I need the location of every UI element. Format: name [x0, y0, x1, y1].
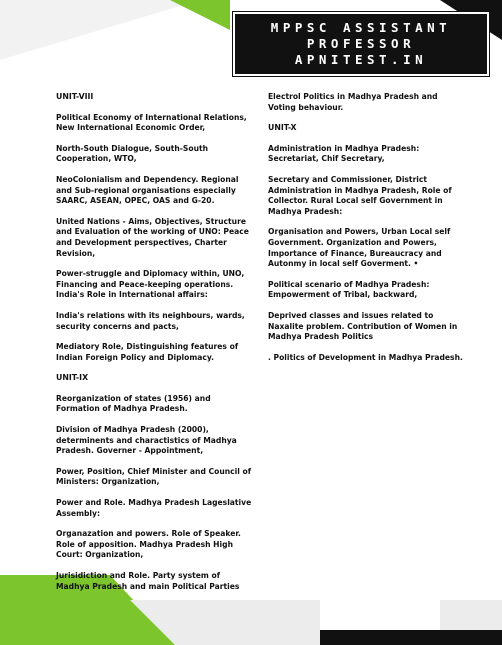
syllabus-item: . Politics of Development in Madhya Pradesh. — [268, 352, 463, 362]
header-line-3: APNITEST.IN — [294, 52, 428, 67]
header-line-2: PROFESSOR — [306, 36, 416, 51]
unit-viii-heading: UNIT-VIII — [56, 92, 94, 101]
syllabus-item: Jurisidiction and Role. Party system of Madhya Pradesh and main Political Parties — [56, 571, 240, 591]
syllabus-item: United Nations - Aims, Objectives, Structure and Evaluation of the working of UNO: Peace and Development perspectives, Charter Revision, — [56, 216, 249, 258]
syllabus-item: Political scenario of Madhya Pradesh: Empowerment of Tribal, backward, — [268, 279, 430, 300]
syllabus-item: Organisation and Powers, Urban Local self Government. Organization and Powers, Importance of Finance, Bureaucracy and Autonmy in local self Goverment. • — [268, 227, 451, 269]
syllabus-item: Power-struggle and Diplomacy within, UNO, Financing and Peace-keeping operations. India's Role in International affairs: — [56, 269, 245, 300]
top-green-shape — [170, 0, 230, 30]
header-banner — [233, 12, 489, 76]
left-column — [56, 92, 252, 602]
syllabus-item: Reorganization of states (1956) and Formation of Madhya Pradesh. — [56, 393, 211, 414]
syllabus-item: North-South Dialogue, South-South Cooperation, WTO, — [56, 143, 209, 164]
syllabus-item: India's relations with its neighbours, wards, security concerns and pacts, — [56, 310, 245, 331]
syllabus-item: NeoColonialism and Dependency. Regional and Sub-regional organisations especially SAARC, ASEAN, OPEC, OAS and G-20. — [56, 174, 239, 206]
syllabus-item: Mediatory Role, Distinguishing features of Indian Foreign Policy and Diplomacy. — [56, 342, 239, 362]
syllabus-item: Political Economy of International Relations, New International Economic Order, — [56, 112, 247, 133]
syllabus-item: Electrol Politics in Madhya Pradesh and Voting behaviour. — [268, 92, 438, 112]
syllabus-item: Power, Position, Chief Minister and Council of Ministers: Organization, — [56, 466, 252, 487]
unit-x-heading: UNIT-X — [268, 123, 297, 133]
bottom-right-gray-shape — [440, 600, 502, 630]
syllabus-item: Division of Madhya Pradesh (2000), determinents and charactistics of Madhya Pradesh. Governer - Appointment, — [56, 425, 237, 456]
unit-ix-heading: UNIT-IX — [56, 373, 89, 383]
syllabus-item: Deprived classes and issues related to Naxalite problem. Contribution of Women in Madhya Pradesh Politics — [268, 310, 458, 342]
syllabus-item: Power and Role. Madhya Pradesh Lageslative Assembly: — [56, 498, 252, 518]
top-light-shape — [0, 0, 200, 60]
header-line-1: MPPSC ASSISTANT — [270, 20, 452, 35]
syllabus-item: Administration in Madhya Pradesh: Secretariat, Chif Secretary, — [268, 143, 420, 164]
right-column — [268, 92, 464, 373]
bottom-right-dark-shape — [320, 630, 502, 645]
syllabus-item: Secretary and Commissioner, District Administration in Madhya Pradesh, Role of Collector. Rural Local self Government in Madhya Pradesh: — [268, 174, 452, 216]
syllabus-item: Organazation and powers. Role of Speaker. Role of apposition. Madhya Pradesh High Court: Organization, — [56, 529, 241, 560]
